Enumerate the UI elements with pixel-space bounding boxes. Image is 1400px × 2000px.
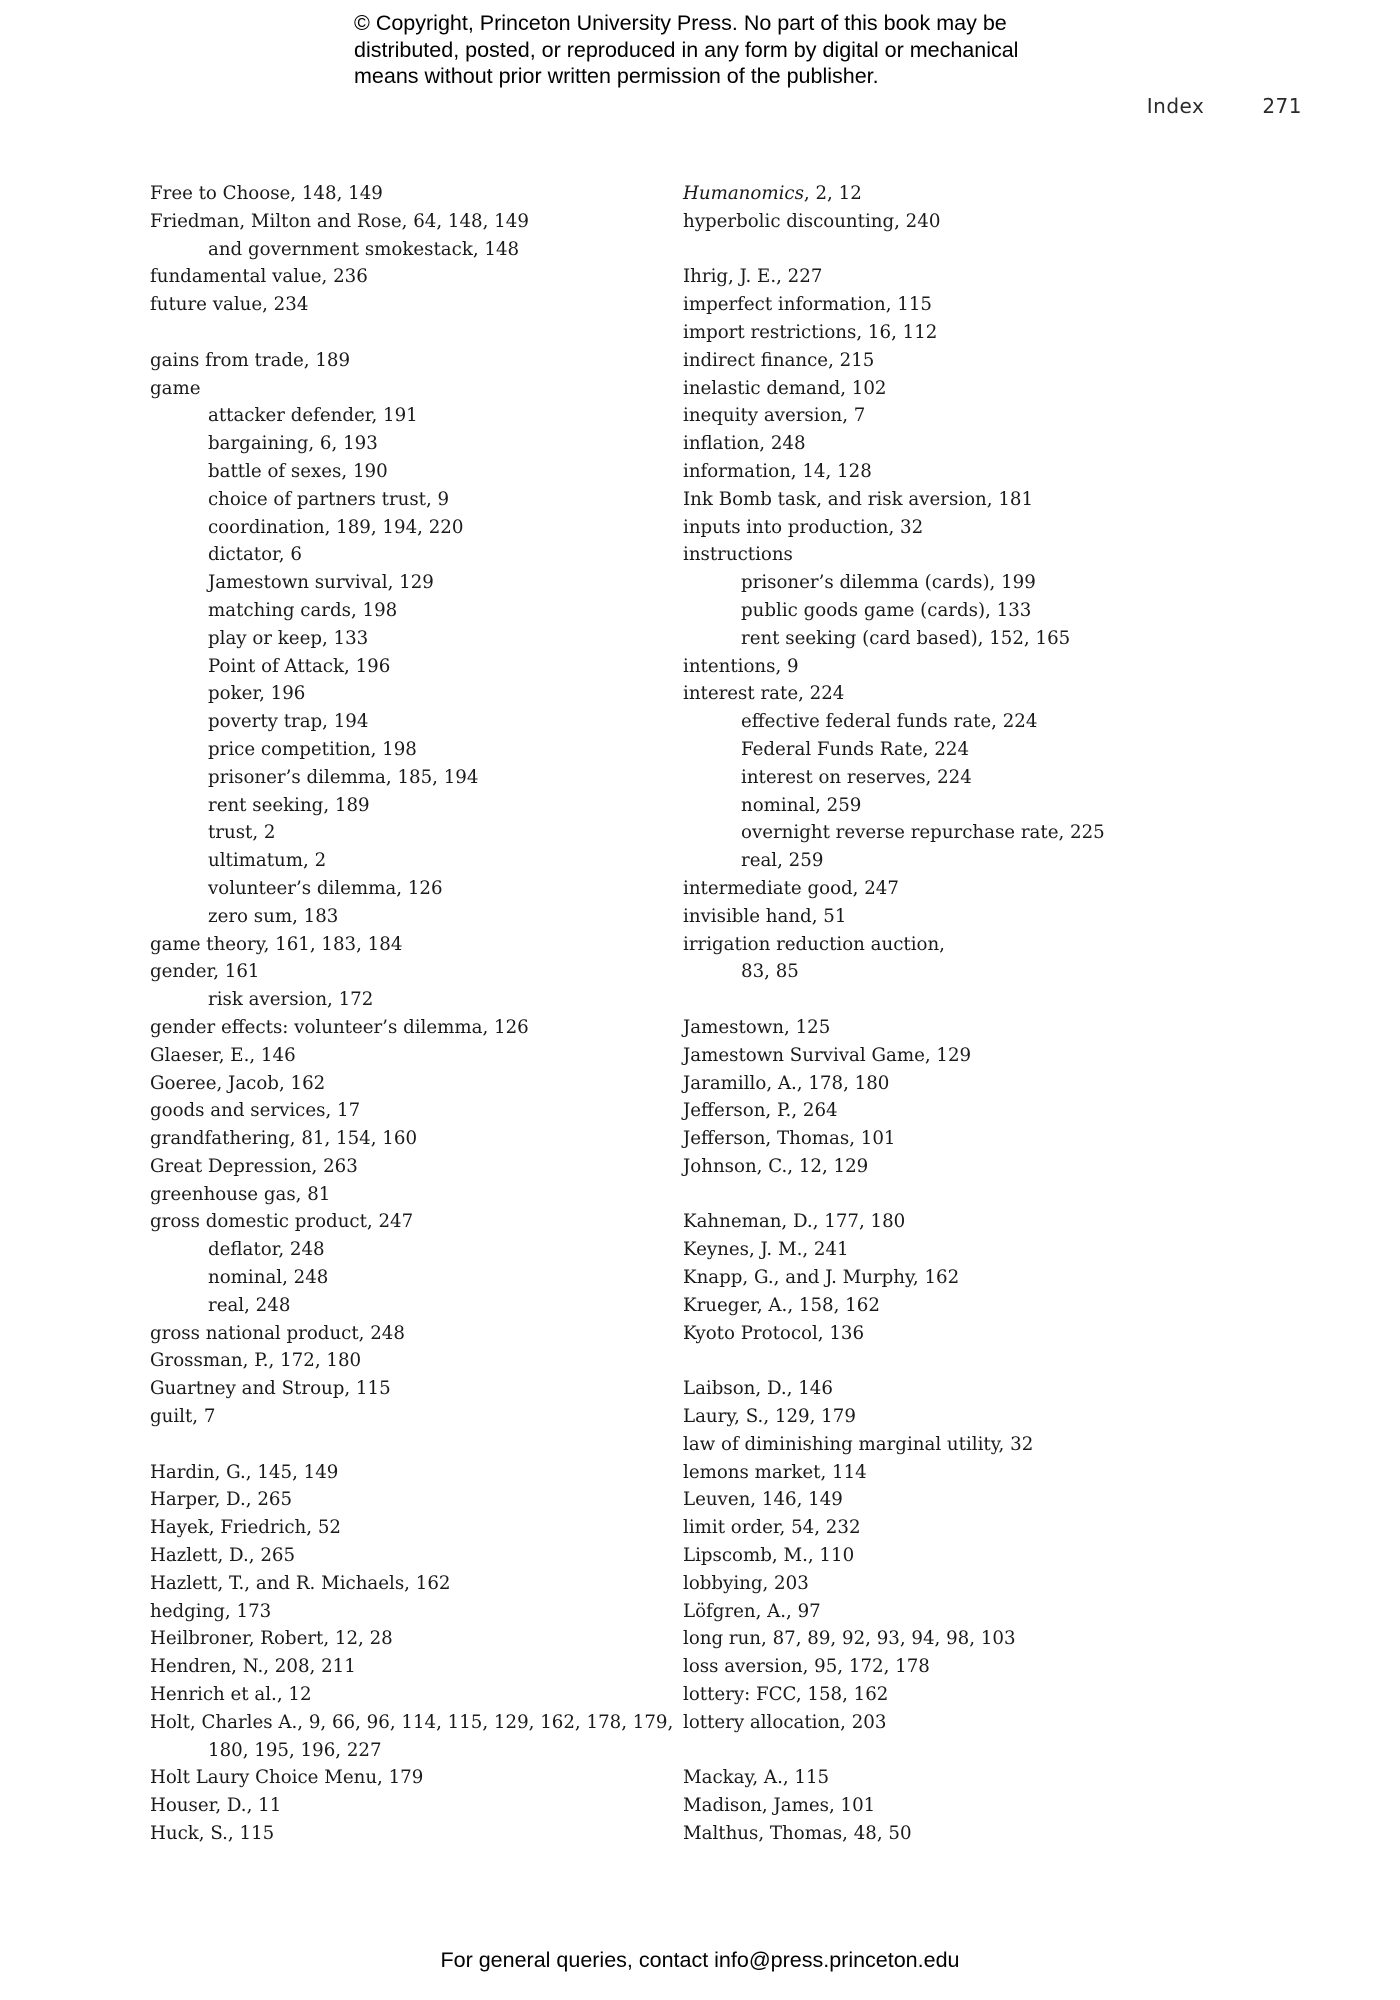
index-entry: imperfect information, 115 bbox=[683, 294, 932, 316]
section-title: Index bbox=[1146, 94, 1205, 118]
index-entry: Mackay, A., 115 bbox=[683, 1767, 830, 1789]
index-entry: Glaeser, E., 146 bbox=[150, 1044, 296, 1066]
index-entry: Laibson, D., 146 bbox=[683, 1378, 833, 1400]
index-entry: Kyoto Protocol, 136 bbox=[683, 1322, 865, 1344]
index-subentry: nominal, 259 bbox=[741, 794, 862, 816]
index-entry: lottery allocation, 203 bbox=[683, 1711, 887, 1733]
index-entry: intentions, 9 bbox=[683, 655, 799, 677]
index-subentry: prisoner’s dilemma, 185, 194 bbox=[208, 766, 479, 788]
index-entry: Lipscomb, M., 110 bbox=[683, 1545, 855, 1567]
index-entry: Laury, S., 129, 179 bbox=[683, 1406, 856, 1428]
index-entry: Keynes, J. M., 241 bbox=[683, 1239, 849, 1261]
index-column-left bbox=[150, 180, 674, 1848]
index-entry: Malthus, Thomas, 48, 50 bbox=[683, 1823, 912, 1845]
index-entry: fundamental value, 236 bbox=[150, 266, 368, 288]
index-entry: Ink Bomb task, and risk aversion, 181 bbox=[683, 488, 1034, 510]
index-subentry: effective federal funds rate, 224 bbox=[741, 711, 1038, 733]
index-subentry: trust, 2 bbox=[208, 822, 276, 844]
index-entry: Löfgren, A., 97 bbox=[683, 1600, 821, 1622]
index-subentry: Point of Attack, 196 bbox=[208, 655, 391, 677]
index-entry: Hazlett, D., 265 bbox=[150, 1545, 296, 1567]
index-subentry: overnight reverse repurchase rate, 225 bbox=[741, 822, 1105, 844]
index-subentry: volunteer’s dilemma, 126 bbox=[208, 877, 443, 899]
index-subentry: Federal Funds Rate, 224 bbox=[741, 738, 970, 760]
index-subentry: ultimatum, 2 bbox=[208, 850, 327, 872]
index-entry: interest rate, 224 bbox=[683, 683, 845, 705]
index-entry: inputs into production, 32 bbox=[683, 516, 924, 538]
index-entry: Jamestown, 125 bbox=[683, 1016, 831, 1038]
index-entry: Krueger, A., 158, 162 bbox=[683, 1294, 880, 1316]
index-entry: Harper, D., 265 bbox=[150, 1489, 293, 1511]
index-entry: gender, 161 bbox=[150, 961, 260, 983]
index-subentry: nominal, 248 bbox=[208, 1267, 329, 1289]
index-entry-continuation: 83, 85 bbox=[741, 961, 799, 983]
index-entry: lemons market, 114 bbox=[683, 1461, 867, 1483]
index-entry: game theory, 161, 183, 184 bbox=[150, 933, 403, 955]
index-entry: lobbying, 203 bbox=[683, 1572, 809, 1594]
index-entry: hyperbolic discounting, 240 bbox=[683, 210, 941, 232]
index-entry: Jamestown Survival Game, 129 bbox=[683, 1044, 972, 1066]
index-entry: Houser, D., 11 bbox=[150, 1795, 282, 1817]
index-entry: game bbox=[150, 377, 201, 399]
index-subentry: dictator, 6 bbox=[208, 544, 302, 566]
index-subentry: public goods game (cards), 133 bbox=[741, 599, 1032, 621]
index-entry: Heilbroner, Robert, 12, 28 bbox=[150, 1628, 393, 1650]
index-entry: Jefferson, Thomas, 101 bbox=[683, 1128, 896, 1150]
index-entry: Guartney and Stroup, 115 bbox=[150, 1378, 391, 1400]
index-entry: gains from trade, 189 bbox=[150, 349, 351, 371]
index-subentry: interest on reserves, 224 bbox=[741, 766, 972, 788]
index-entry: import restrictions, 16, 112 bbox=[683, 321, 938, 343]
index-entry: limit order, 54, 232 bbox=[683, 1517, 861, 1539]
index-entry: Johnson, C., 12, 129 bbox=[683, 1155, 869, 1177]
index-entry-pages: , 2, 12 bbox=[803, 183, 862, 204]
index-entry: Hendren, N., 208, 211 bbox=[150, 1656, 356, 1678]
index-entry: Madison, James, 101 bbox=[683, 1795, 876, 1817]
index-subentry: poverty trap, 194 bbox=[208, 711, 369, 733]
index-subentry: coordination, 189, 194, 220 bbox=[208, 516, 464, 538]
index-entry: Hardin, G., 145, 149 bbox=[150, 1461, 339, 1483]
index-subentry: bargaining, 6, 193 bbox=[208, 433, 378, 455]
index-entry: law of diminishing marginal utility, 32 bbox=[683, 1433, 1034, 1455]
index-entry: gross national product, 248 bbox=[150, 1322, 405, 1344]
index-entry: intermediate good, 247 bbox=[683, 877, 899, 899]
index-entry: future value, 234 bbox=[150, 294, 309, 316]
index-entry: irrigation reduction auction, bbox=[683, 933, 945, 955]
index-entry: Great Depression, 263 bbox=[150, 1155, 358, 1177]
index-subentry: battle of sexes, 190 bbox=[208, 460, 388, 482]
index-entry: Henrich et al., 12 bbox=[150, 1684, 312, 1706]
copyright-line: means without prior written permission of the publisher. bbox=[354, 64, 879, 88]
index-entry-title: Humanomics bbox=[683, 183, 804, 204]
index-subentry: real, 259 bbox=[741, 850, 824, 872]
index-entry: Holt, Charles A., 9, 66, 96, 114, 115, 129, 162, 178, 179, bbox=[150, 1711, 674, 1733]
copyright-notice bbox=[354, 10, 1074, 90]
index-subentry: Jamestown survival, 129 bbox=[208, 572, 434, 594]
index-entry: hedging, 173 bbox=[150, 1600, 272, 1622]
index-entry: Hazlett, T., and R. Michaels, 162 bbox=[150, 1572, 451, 1594]
index-entry: Grossman, P., 172, 180 bbox=[150, 1350, 362, 1372]
index-subentry: real, 248 bbox=[208, 1294, 291, 1316]
index-entry: inequity aversion, 7 bbox=[683, 405, 866, 427]
index-entry: long run, 87, 89, 92, 93, 94, 98, 103 bbox=[683, 1628, 1016, 1650]
index-subentry: choice of partners trust, 9 bbox=[208, 488, 450, 510]
index-entry: Goeree, Jacob, 162 bbox=[150, 1072, 326, 1094]
index-entry: invisible hand, 51 bbox=[683, 905, 847, 927]
index-entry: Jefferson, P., 264 bbox=[683, 1100, 838, 1122]
copyright-line: © Copyright, Princeton University Press. No part of this book may be bbox=[354, 11, 1007, 35]
index-entry: Knapp, G., and J. Murphy, 162 bbox=[683, 1267, 960, 1289]
index-entry: Ihrig, J. E., 227 bbox=[683, 266, 823, 288]
index-subentry: risk aversion, 172 bbox=[208, 989, 374, 1011]
index-subentry: price competition, 198 bbox=[208, 738, 417, 760]
index-entry: Leuven, 146, 149 bbox=[683, 1489, 843, 1511]
index-entry: instructions bbox=[683, 544, 793, 566]
index-entry: greenhouse gas, 81 bbox=[150, 1183, 331, 1205]
footer-contact: For general queries, contact info@press.princeton.edu bbox=[440, 1948, 960, 1972]
index-subentry: rent seeking (card based), 152, 165 bbox=[741, 627, 1071, 649]
index-entry: Free to Choose, 148, 149 bbox=[150, 183, 383, 204]
running-head bbox=[1147, 94, 1302, 118]
index-entry bbox=[683, 180, 1203, 208]
index-entry: Friedman, Milton and Rose, 64, 148, 149 bbox=[150, 210, 529, 232]
page-number: 271 bbox=[1262, 94, 1302, 118]
index-entry: gross domestic product, 247 bbox=[150, 1211, 414, 1233]
index-subentry: zero sum, 183 bbox=[208, 905, 339, 927]
copyright-line: distributed, posted, or reproduced in any form by digital or mechanical bbox=[354, 37, 1019, 62]
index-entry: inelastic demand, 102 bbox=[683, 377, 887, 399]
index-entry: grandfathering, 81, 154, 160 bbox=[150, 1128, 418, 1150]
index-entry: goods and services, 17 bbox=[150, 1100, 361, 1122]
index-entry: gender effects: volunteer’s dilemma, 126 bbox=[150, 1016, 529, 1038]
index-entry: Huck, S., 115 bbox=[150, 1823, 275, 1845]
index-column-right bbox=[683, 180, 1203, 1848]
index-entry: Jaramillo, A., 178, 180 bbox=[683, 1072, 890, 1094]
index-subentry: prisoner’s dilemma (cards), 199 bbox=[741, 572, 1036, 594]
index-subentry: rent seeking, 189 bbox=[208, 794, 370, 816]
index-subentry: matching cards, 198 bbox=[208, 599, 398, 621]
index-subentry: and government smokestack, 148 bbox=[208, 238, 520, 260]
index-entry: information, 14, 128 bbox=[683, 460, 872, 482]
index-entry: indirect finance, 215 bbox=[683, 349, 875, 371]
index-subentry: deflator, 248 bbox=[208, 1239, 325, 1261]
index-entry: guilt, 7 bbox=[150, 1406, 216, 1428]
index-subentry: attacker defender, 191 bbox=[208, 405, 418, 427]
index-entry: Holt Laury Choice Menu, 179 bbox=[150, 1767, 424, 1789]
index-subentry: poker, 196 bbox=[208, 683, 306, 705]
index-entry-continuation: 180, 195, 196, 227 bbox=[208, 1739, 382, 1761]
index-entry: loss aversion, 95, 172, 178 bbox=[683, 1656, 930, 1678]
index-subentry: play or keep, 133 bbox=[208, 627, 369, 649]
index-entry: Kahneman, D., 177, 180 bbox=[683, 1211, 906, 1233]
index-entry: Hayek, Friedrich, 52 bbox=[150, 1517, 341, 1539]
index-entry: inflation, 248 bbox=[683, 433, 806, 455]
index-entry: lottery: FCC, 158, 162 bbox=[683, 1684, 889, 1706]
